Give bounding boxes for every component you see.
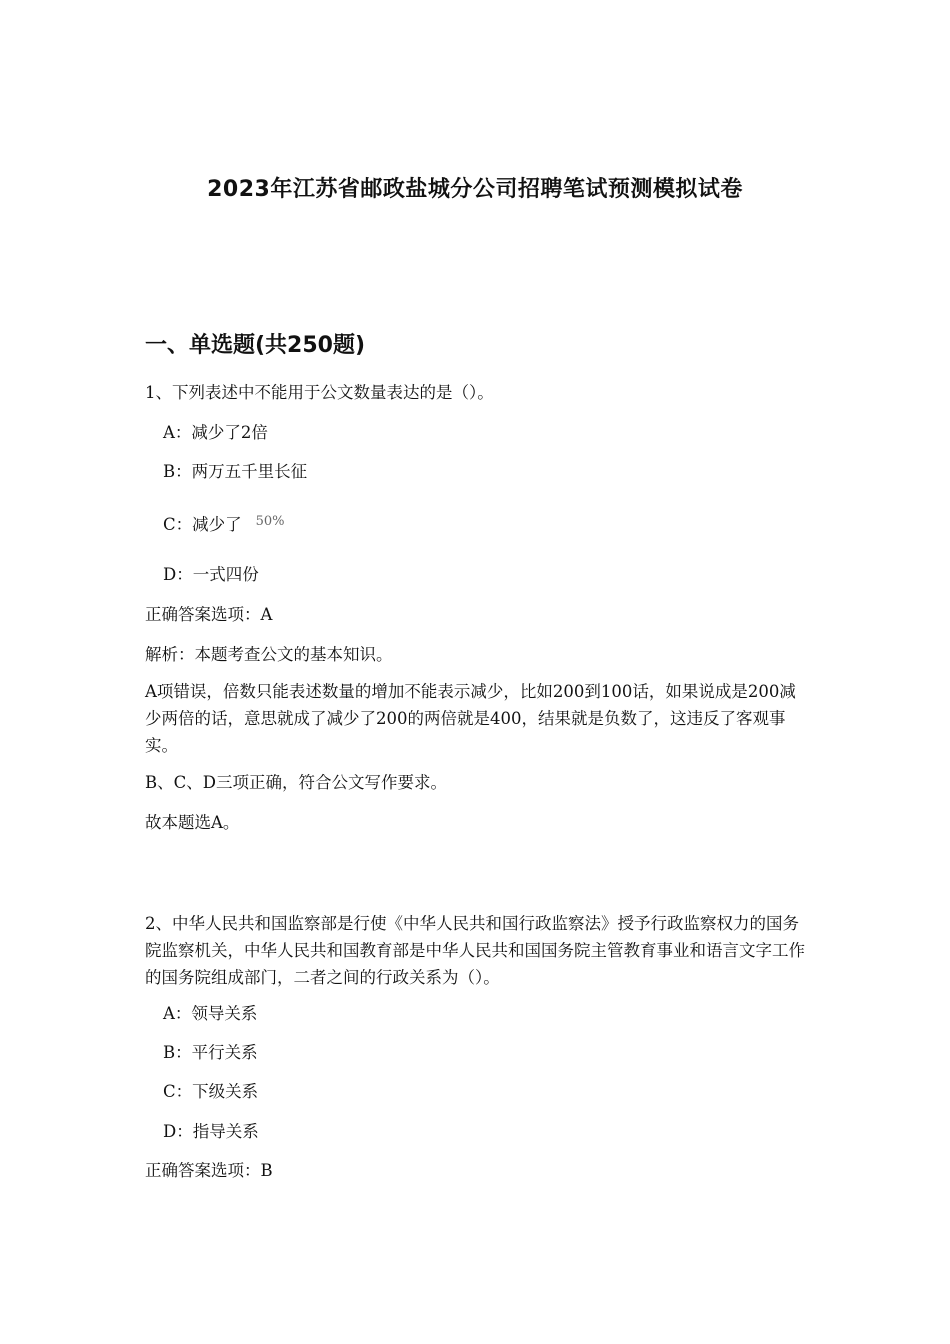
explanation-line: B、C、D三项正确，符合公文写作要求。 — [145, 773, 447, 792]
option-a: A：减少了2倍 — [163, 423, 268, 442]
explanation-paragraph: A项错误，倍数只能表述数量的增加不能表示减少，比如200到100话，如果说成是200减少两倍的话，意思就成了减少了200的两倍就是400，结果就是负数了，这违反了客观事实。 — [145, 682, 796, 755]
option-b: B：两万五千里长征 — [163, 462, 308, 481]
option-d: D：一式四份 — [163, 565, 259, 584]
question-stem: 1、下列表述中不能用于公文数量表达的是（）。 — [145, 383, 494, 402]
option-c-formula: 50% — [255, 514, 285, 529]
section-heading: 一、单选题(共250题) — [145, 333, 366, 358]
option-a: A：领导关系 — [163, 1004, 258, 1023]
option-d: D：指导关系 — [163, 1122, 259, 1141]
correct-answer: 正确答案选项：A — [145, 605, 273, 624]
explanation-line: 故本题选A。 — [145, 813, 240, 832]
option-c — [163, 511, 828, 540]
page-title: 2023年江苏省邮政盐城分公司招聘笔试预测模拟试卷 — [207, 177, 743, 202]
question-stem: 2、中华人民共和国监察部是行使《中华人民共和国行政监察法》授予行政监察权力的国务院监察机关，中华人民共和国教育部是中华人民共和国国务院主管教育事业和语言文字工作的国务院组成部门，二者之间的行政关系为（）。 — [145, 914, 805, 987]
option-c: C：下级关系 — [163, 1082, 259, 1101]
option-c-text: C：减少了 — [163, 515, 242, 534]
explanation-line: 解析：本题考查公文的基本知识。 — [145, 645, 393, 664]
correct-answer: 正确答案选项：B — [145, 1161, 273, 1180]
option-b: B：平行关系 — [163, 1043, 258, 1062]
